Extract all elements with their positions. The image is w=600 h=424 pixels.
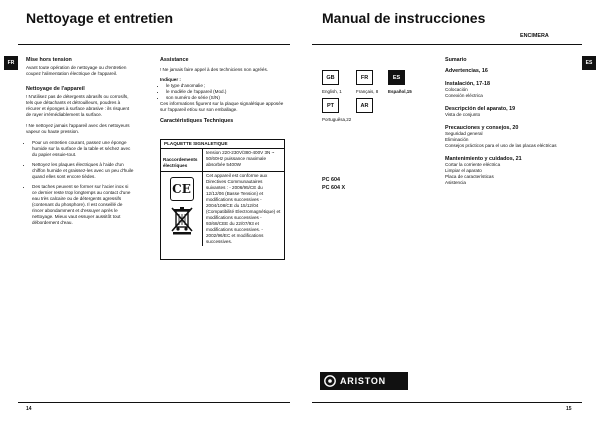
- left-lang-tab: FR: [4, 56, 18, 70]
- right-footer-rule: [312, 402, 582, 403]
- ce-weee-cell: [161, 172, 203, 246]
- flag-es[interactable]: ES: [388, 70, 405, 85]
- flag-gb[interactable]: GB: [322, 70, 339, 85]
- cleaning-bullets: [26, 140, 134, 226]
- summary-section-title: Precauciones y consejos, 20: [445, 125, 519, 131]
- spec-table-row: [161, 149, 284, 172]
- summary-item: Eliminación: [445, 137, 469, 142]
- flag-pt[interactable]: PT: [322, 98, 339, 113]
- right-header-rule: [312, 44, 582, 45]
- flag-label-pt: Portuguêsa,22: [322, 117, 352, 122]
- summary-heading: Sumario: [445, 57, 467, 63]
- flag-fr[interactable]: FR: [356, 70, 373, 85]
- left-header-rule: [18, 44, 290, 45]
- indiquer-list: [160, 83, 285, 101]
- summary-item: Asistencia: [445, 180, 466, 185]
- heading-mise-hors-tension: Mise hors tension: [26, 57, 72, 63]
- text-mise-hors-tension: Avant toute opération de nettoyage ou d'entretien coupez l'alimentation électrique de l'appareil.: [26, 65, 127, 76]
- spec-table-row: [161, 172, 284, 246]
- list-item: • Nettoyez les plaques électriques à l'aide d'un chiffon humide et graissez-les avec un peu d'huile quand elles sont encore tièdes.: [32, 162, 134, 180]
- summary-item: Conexión eléctrica: [445, 93, 483, 98]
- right-page-number: 15: [566, 406, 572, 412]
- heading-nettoyage: Nettoyage de l'appareil: [26, 86, 85, 92]
- flag-label-es: Español,15: [388, 89, 412, 94]
- weee-bin-icon: [169, 205, 195, 235]
- right-page-subtitle: ENCIMERA: [520, 33, 549, 39]
- summary: [445, 57, 580, 186]
- indiquer-label: Indiquer :: [160, 77, 181, 82]
- text-nettoyage-1: ! N'utilisez pas de détergents abrasifs ou corrosifs, tels que détachants et détrouilleurs, poudres à récurer et éponges à surface abrasive : ils risquent de rayer irrémédiablement la surface.: [26, 94, 130, 117]
- model-2: PC 604 X: [322, 185, 346, 191]
- summary-section-title: Advertencias, 16: [445, 68, 488, 74]
- summary-item: Vista de conjunto: [445, 112, 481, 117]
- right-lang-tab: ES: [582, 56, 596, 70]
- heading-caracteristiques: Caractéristiques Techniques: [160, 118, 234, 124]
- left-page-number: 14: [26, 406, 32, 412]
- right-page-title: Manual de instrucciones: [322, 10, 486, 26]
- spec-table: [160, 139, 285, 260]
- summary-item: Limpiar el aparato: [445, 168, 482, 173]
- left-col-1: [26, 57, 134, 226]
- summary-item: Consejos prácticos para el uso de las placas eléctricas: [445, 143, 557, 148]
- spec-table-header: PLAQUETTE SIGNALETIQUE: [161, 140, 284, 149]
- summary-section-title: Mantenimiento y cuidados, 21: [445, 156, 522, 162]
- left-page-title: Nettoyage et entretien: [26, 10, 174, 26]
- summary-section-title: Instalación, 17-18: [445, 81, 490, 87]
- spec-compliance-text: Cet appareil est conforme aux Directives Communautaires suivantes : - 2006/95/CE du 12/12/06 (Basse Tension) et modifications successives - 2004/108/CE du 15/12/04 (Compatibilité Electromagnétique) et modifications successives - 93/68/CEE du 22/07/93 et modifications successives. - 2002/96/EC et modifications successives.: [206, 173, 281, 244]
- list-item: • le modèle de l'appareil (Mod.): [166, 89, 285, 95]
- list-item: • Des taches peuvent se former sur l'acier inox si ce dernier reste trop longtemps au contact d'une eau très calcaire ou de détergents agressifs (contenant du phosphore). Il est conseillé de rincer abondamment et d'essuyer après le nettoyage. Mieux vaut essuyer aussitôt tout débordement d'eau.: [32, 184, 134, 226]
- summary-item: Placa de características: [445, 174, 494, 179]
- brand-logo: [320, 372, 408, 390]
- summary-item: Seguridad general: [445, 131, 483, 136]
- brand-name: ARISTON: [340, 376, 386, 386]
- spec-label-electrical: Raccordements électriques: [161, 149, 203, 171]
- ariston-logo-icon: [324, 375, 336, 387]
- summary-item: Cortar la corriente eléctrica: [445, 162, 501, 167]
- text-plaque-info: Ces informations figurent sur la plaque signalétique apposée sur l'appareil et/ou sur son emballage.: [160, 101, 284, 112]
- text-assistance: ! Ne jamais faire appel à des techniciens non agréés.: [160, 67, 269, 72]
- spec-value-electrical: tension 220-230V/380-400V 3N ~ 50/60Hz puissance maximale absorbée 5400W: [206, 150, 275, 167]
- list-item: • le type d'anomalie ;: [166, 83, 285, 89]
- text-nettoyage-2: ! Ne nettoyez jamais l'appareil avec des nettoyeurs vapeur ou haute pression.: [26, 123, 130, 134]
- flag-ar[interactable]: AR: [356, 98, 373, 113]
- summary-section-title: Descripción del aparato, 19: [445, 106, 516, 112]
- list-item: • son numéro de série (S/N): [166, 95, 285, 101]
- summary-item: Colocación: [445, 87, 468, 92]
- flag-label-fr: Français, 8: [356, 89, 379, 94]
- heading-assistance: Assistance: [160, 57, 189, 63]
- flag-label-gb: English, 1: [322, 89, 342, 94]
- ce-mark: CE: [170, 177, 194, 201]
- list-item: • Pour un entretien courant, passez une éponge humide sur la surface de la table et séchez avec du papier essuie-tout.: [32, 140, 134, 158]
- left-col-2: [160, 57, 285, 124]
- model-1: PC 604: [322, 177, 340, 183]
- left-footer-rule: [18, 402, 290, 403]
